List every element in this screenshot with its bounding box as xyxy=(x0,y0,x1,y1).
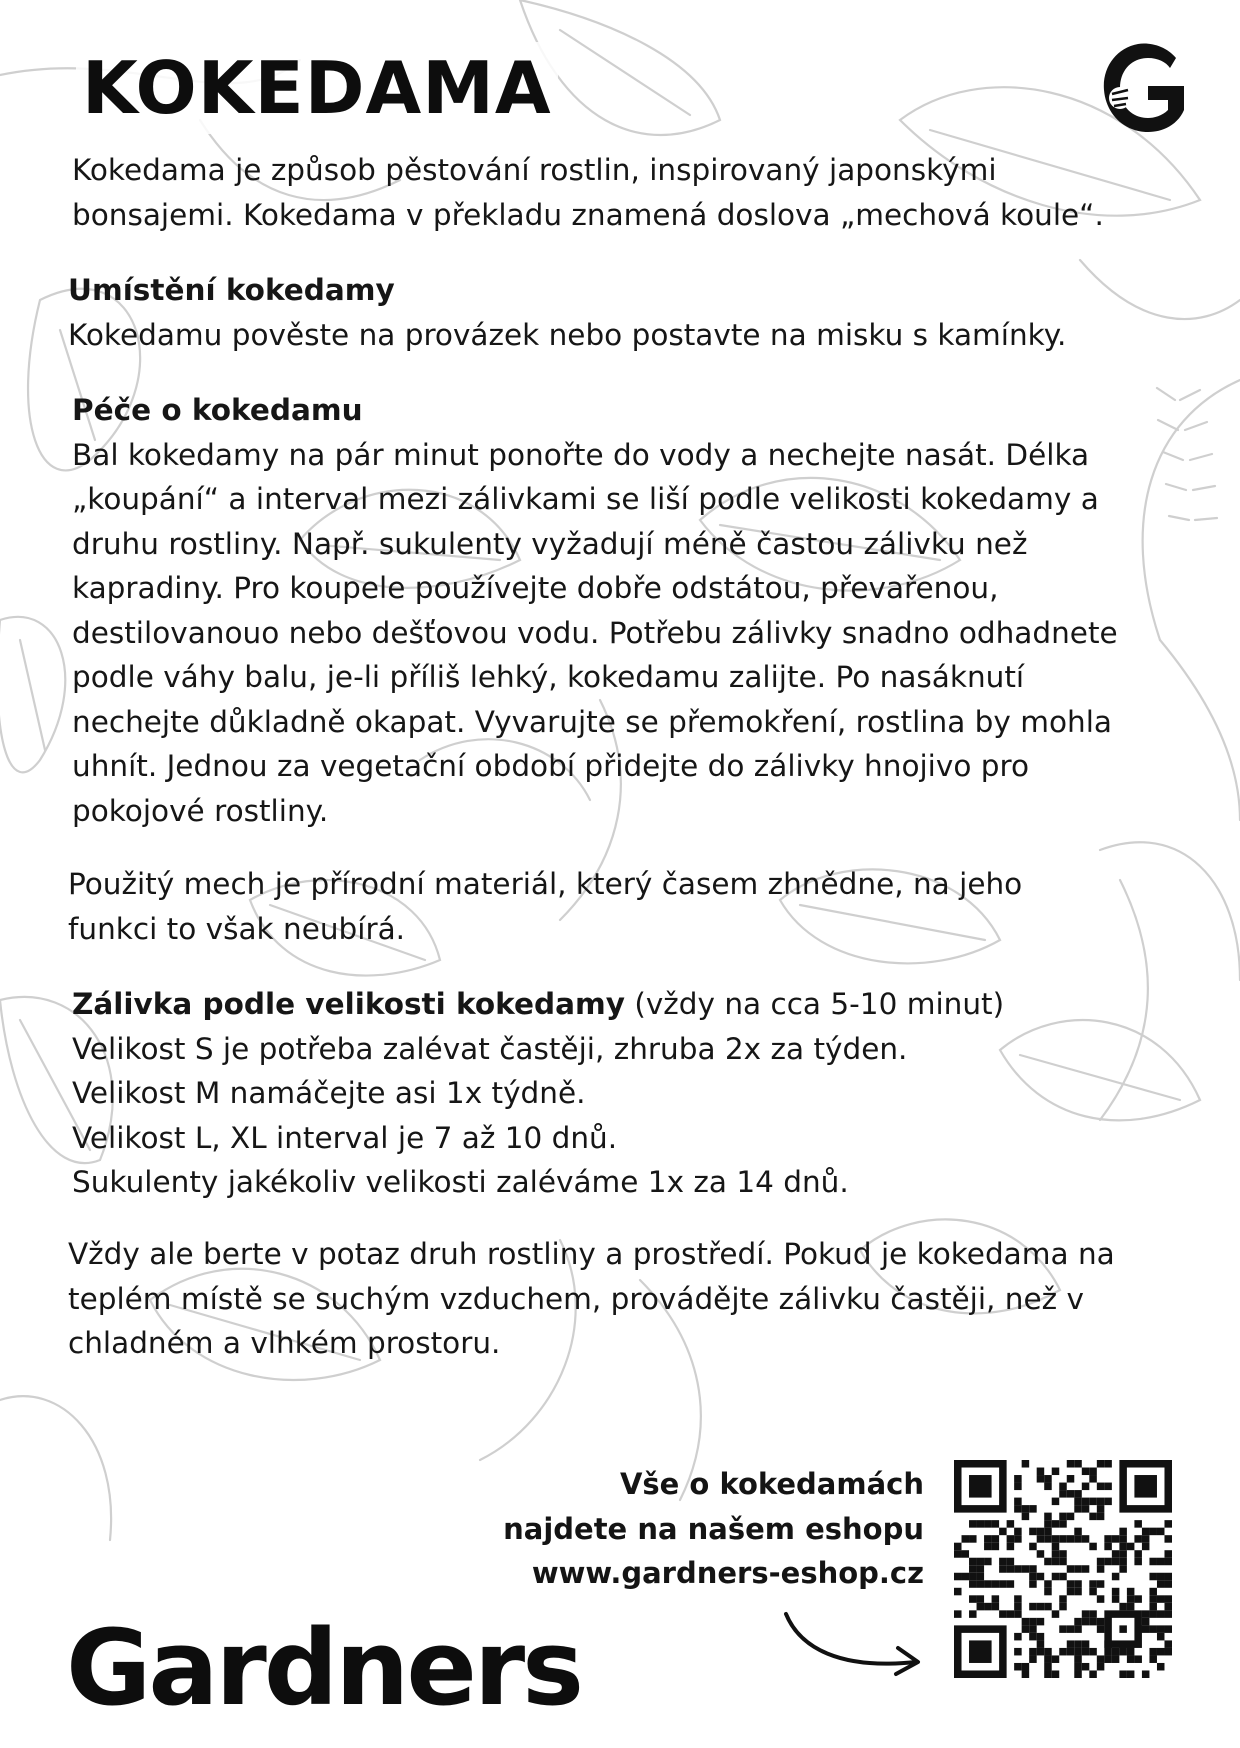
intro-paragraph xyxy=(72,148,1104,237)
watering-note: (vždy na cca 5-10 minut) xyxy=(624,987,1005,1021)
environment-line: teplém místě se suchým vzduchem, provádějte zálivku častěji, než v xyxy=(68,1281,1084,1316)
watering-line: Velikost M namáčejte asi 1x týdně. xyxy=(72,1076,586,1110)
qr-code-icon[interactable] xyxy=(954,1460,1172,1678)
care-line: druhu rostliny. Např. sukulenty vyžadují méně častou zálivku než xyxy=(72,526,1028,561)
care-line: „koupání“ a interval mezi zálivkami se liší podle velikosti kokedamy a xyxy=(72,482,1099,516)
care-line: Bal kokedamy na pár minut ponořte do vody a nechejte nasát. Délka xyxy=(72,437,1090,472)
intro-line: bonsajemi. Kokedama v překladu znamená doslova „mechová koule“. xyxy=(72,197,1104,232)
placement-heading: Umístění kokedamy xyxy=(68,273,395,307)
placement-section xyxy=(68,268,1066,357)
care-line: kapradiny. Pro koupele používejte dobře odstátou, převařenou, xyxy=(72,571,999,605)
gardners-wordmark-logo: Gardners xyxy=(66,1607,582,1729)
care-line: nechejte důkladně okapat. Vyvarujte se přemokření, rostlina by mohla xyxy=(72,704,1112,739)
gardners-g-logo-icon xyxy=(1098,40,1188,136)
moss-line: Použitý mech je přírodní materiál, který časem zhnědne, na jeho xyxy=(68,867,1023,901)
environment-line: Vždy ale berte v potaz druh rostliny a prostředí. Pokud je kokedama na xyxy=(68,1237,1115,1271)
care-section xyxy=(72,388,1118,833)
care-line: destilovanouo nebo dešťovou vodu. Potřebu zálivky snadno odhadnete xyxy=(72,615,1118,650)
promo-line: najdete na našem eshopu xyxy=(503,1511,924,1546)
watering-heading-line xyxy=(72,982,1004,1027)
curved-arrow-icon xyxy=(780,1608,930,1678)
moss-paragraph xyxy=(68,862,1022,951)
care-line: pokojové rostliny. xyxy=(72,793,329,828)
placement-text: Kokedamu pověste na provázek nebo postavte na misku s kamínky. xyxy=(68,317,1067,352)
watering-heading: Zálivka podle velikosti kokedamy xyxy=(72,987,625,1021)
moss-line: funkci to však neubírá. xyxy=(68,911,406,946)
environment-paragraph xyxy=(68,1232,1115,1366)
watering-line: Sukulenty jakékoliv velikosti zaléváme 1x za 14 dnů. xyxy=(72,1165,849,1199)
page-title: KOKEDAMA xyxy=(76,42,558,134)
care-heading: Péče o kokedamu xyxy=(72,393,363,427)
promo-line: Vše o kokedamách xyxy=(619,1467,924,1501)
care-line: uhnít. Jednou za vegetační období přidejte do zálivky hnojivo pro xyxy=(72,749,1030,783)
environment-line: chladném a vlhkém prostoru. xyxy=(68,1326,501,1360)
eshop-promo xyxy=(404,1462,924,1596)
intro-line: Kokedama je způsob pěstování rostlin, inspirovaný japonskými xyxy=(72,153,997,187)
watering-line: Velikost S je potřeba zalévat častěji, zhruba 2x za týden. xyxy=(72,1031,908,1066)
watering-line: Velikost L, XL interval je 7 až 10 dnů. xyxy=(72,1120,618,1155)
watering-section xyxy=(72,982,1004,1205)
care-line: podle váhy balu, je-li příliš lehký, kokedamu zalijte. Po nasáknutí xyxy=(72,660,1025,694)
eshop-link[interactable]: www.gardners-eshop.cz xyxy=(531,1556,924,1590)
